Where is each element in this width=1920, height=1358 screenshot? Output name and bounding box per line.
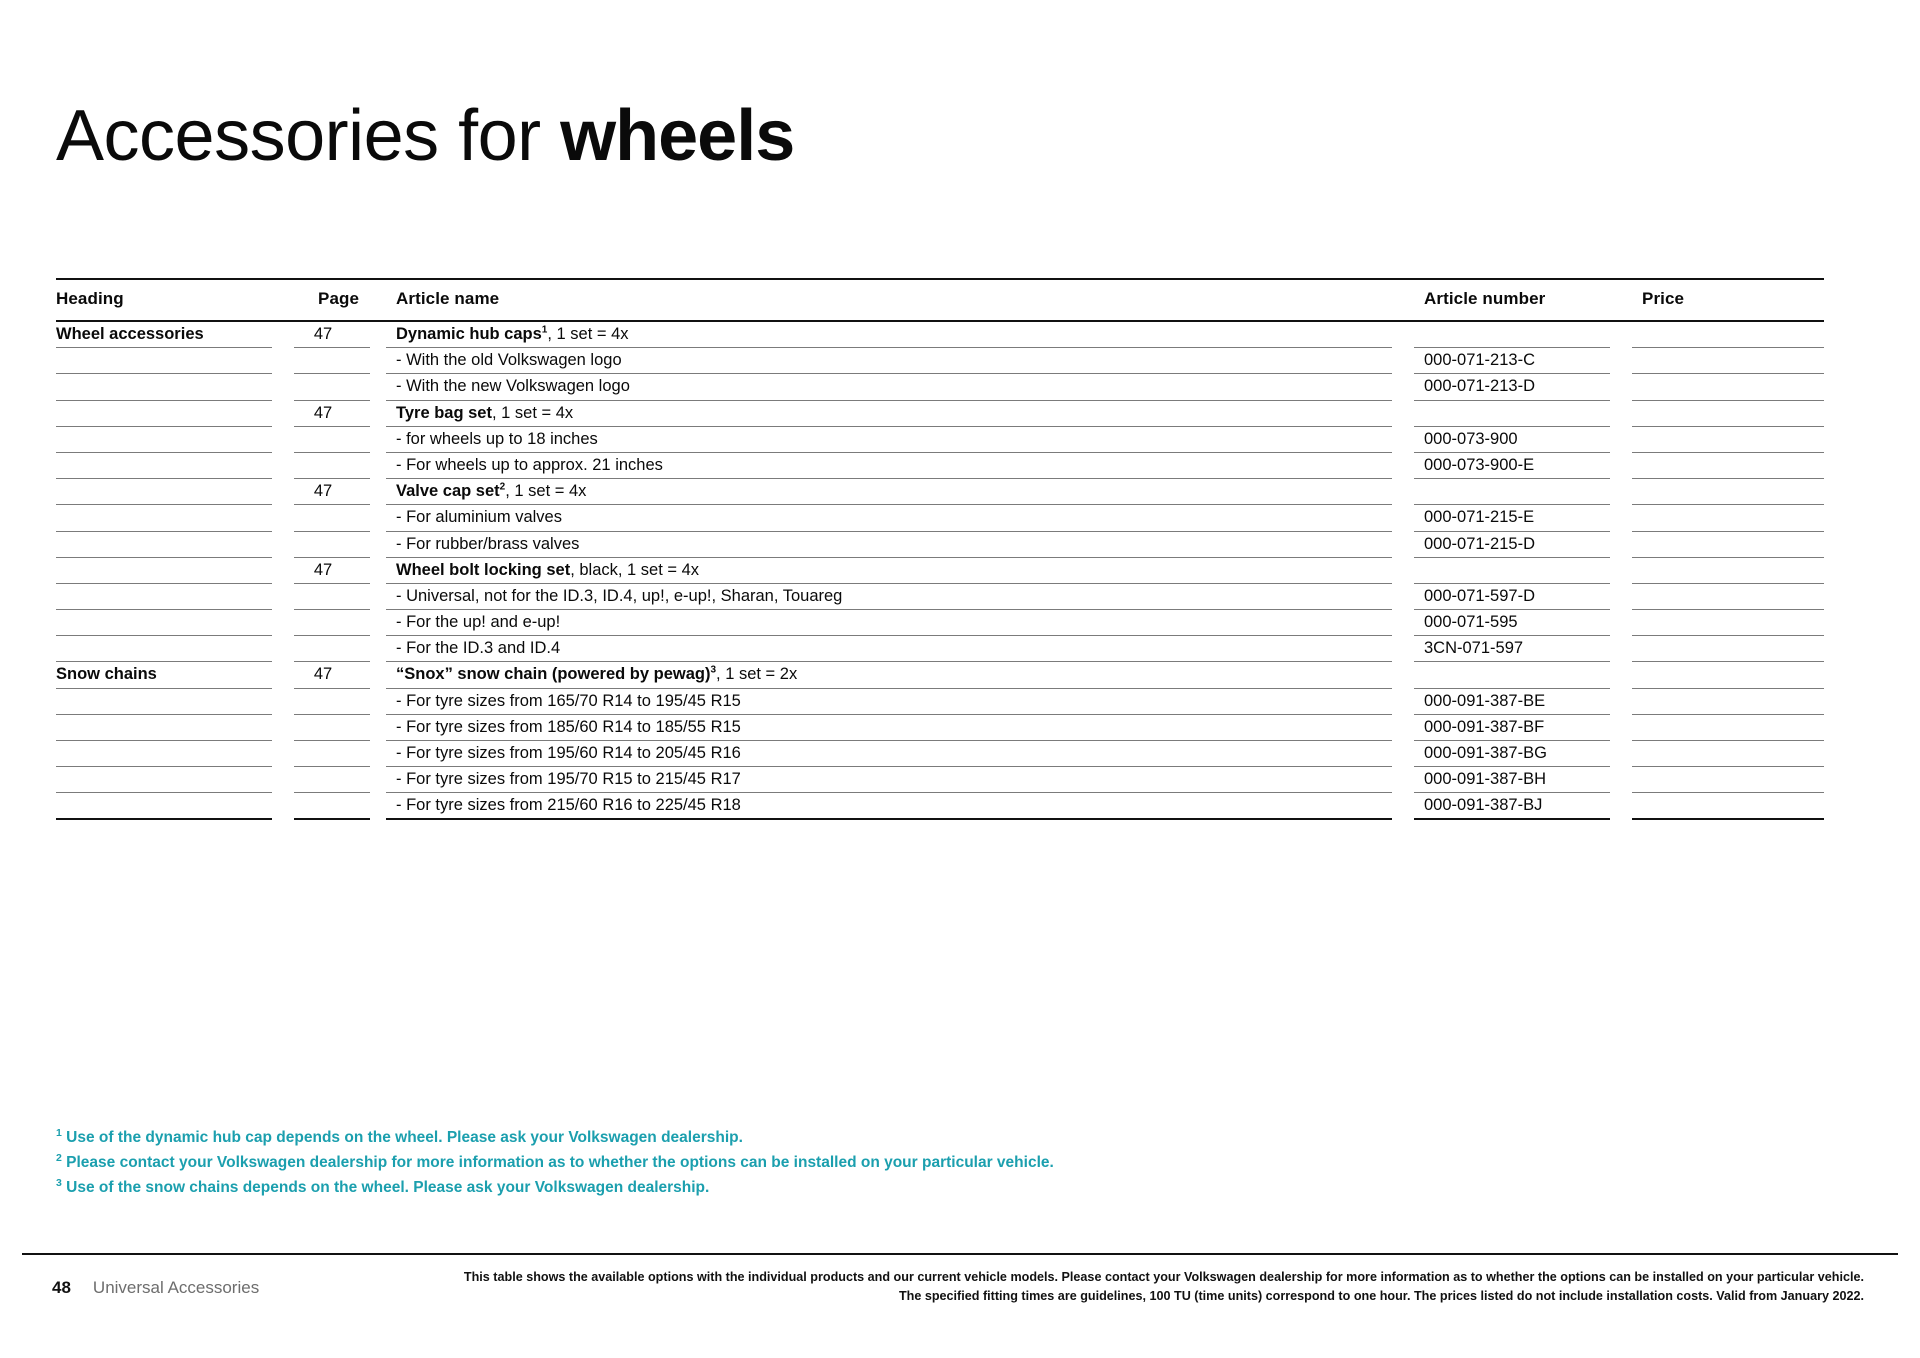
table-row <box>56 532 1824 558</box>
page-text <box>294 532 370 558</box>
cell-article-name <box>386 610 1414 636</box>
footnote-text: Use of the snow chains depends on the wheel. Please ask your Volkswagen dealership. <box>66 1179 710 1196</box>
article-number-text: 000-071-215-E <box>1414 505 1610 531</box>
cell-article-name <box>386 793 1414 820</box>
cell-price <box>1632 401 1824 427</box>
table-row <box>56 453 1824 479</box>
cell-price <box>1632 715 1824 741</box>
price-text <box>1632 689 1824 715</box>
article-name-text <box>386 584 1392 610</box>
footnote-text: Use of the dynamic hub cap depends on the wheel. Please ask your Volkswagen dealership. <box>66 1129 743 1146</box>
cell-article-name <box>386 715 1414 741</box>
cell-heading <box>56 401 294 427</box>
page-text <box>294 767 370 793</box>
article-name-text <box>386 636 1392 662</box>
cell-page <box>294 505 386 531</box>
cell-page <box>294 636 386 662</box>
article-footnote-marker: 2 <box>499 481 506 493</box>
page-text <box>294 348 370 374</box>
cell-page <box>294 793 386 820</box>
price-text <box>1632 584 1824 610</box>
cell-article-number <box>1414 401 1632 427</box>
cell-page <box>294 767 386 793</box>
cell-page <box>294 453 386 479</box>
accessories-table-container <box>56 278 1824 820</box>
heading-text: Wheel accessories <box>56 322 272 348</box>
price-text <box>1632 610 1824 636</box>
cell-article-name <box>386 453 1414 479</box>
footnote <box>56 1175 1556 1200</box>
table-row <box>56 374 1824 400</box>
price-text <box>1632 374 1824 400</box>
article-name-rest: - For the ID.3 and ID.4 <box>396 639 561 658</box>
article-name-text <box>386 374 1392 400</box>
cell-price <box>1632 532 1824 558</box>
article-number-text: 000-071-595 <box>1414 610 1610 636</box>
article-number-text <box>1414 479 1610 505</box>
article-number-text: 000-091-387-BJ <box>1414 793 1610 820</box>
heading-text <box>56 610 272 636</box>
cell-article-name <box>386 558 1414 584</box>
column-header-article-name: Article name <box>386 279 1414 321</box>
table-row <box>56 610 1824 636</box>
heading-text: Snow chains <box>56 662 272 688</box>
page-text <box>294 793 370 820</box>
cell-heading <box>56 793 294 820</box>
article-number-text: 000-091-387-BF <box>1414 715 1610 741</box>
article-number-text: 000-073-900-E <box>1414 453 1610 479</box>
article-name-rest: - For tyre sizes from 165/70 R14 to 195/45 R15 <box>396 691 741 710</box>
article-name-text <box>386 610 1392 636</box>
cell-heading <box>56 505 294 531</box>
price-text <box>1632 479 1824 505</box>
cell-article-name <box>386 479 1414 505</box>
table-row <box>56 321 1824 348</box>
cell-article-number <box>1414 741 1632 767</box>
column-header-heading: Heading <box>56 279 294 321</box>
article-number-text <box>1414 322 1610 348</box>
cell-page <box>294 741 386 767</box>
page-text: 47 <box>294 558 370 584</box>
cell-page <box>294 532 386 558</box>
heading-text <box>56 348 272 374</box>
cell-price <box>1632 689 1824 715</box>
footer-left <box>52 1278 259 1298</box>
heading-text <box>56 793 272 820</box>
footnote-marker: 1 <box>56 1126 62 1139</box>
footnotes-block <box>56 1125 1556 1200</box>
page-text <box>294 374 370 400</box>
article-name-rest: - Universal, not for the ID.3, ID.4, up!, e-up!, Sharan, Touareg <box>396 586 843 605</box>
cell-heading <box>56 584 294 610</box>
price-text <box>1632 662 1824 688</box>
price-text <box>1632 427 1824 453</box>
article-number-text: 000-071-597-D <box>1414 584 1610 610</box>
cell-price <box>1632 767 1824 793</box>
article-footnote-marker: 3 <box>710 664 717 676</box>
cell-article-name <box>386 321 1414 348</box>
cell-price <box>1632 427 1824 453</box>
article-name-rest: - for wheels up to 18 inches <box>396 429 598 448</box>
page-title-light: Accessories for <box>56 96 561 177</box>
cell-article-name <box>386 636 1414 662</box>
footer-disclaimer <box>434 1268 1864 1306</box>
heading-text <box>56 715 272 741</box>
heading-text <box>56 584 272 610</box>
cell-article-name <box>386 532 1414 558</box>
heading-text <box>56 374 272 400</box>
cell-heading <box>56 374 294 400</box>
cell-price <box>1632 374 1824 400</box>
footnote <box>56 1150 1556 1175</box>
price-text <box>1632 715 1824 741</box>
cell-heading <box>56 558 294 584</box>
article-name-rest: - For tyre sizes from 195/60 R14 to 205/45 R16 <box>396 744 741 762</box>
article-name-text <box>386 427 1392 453</box>
article-name-text <box>386 767 1392 793</box>
article-name-text <box>386 401 1392 427</box>
cell-page <box>294 427 386 453</box>
column-header-price: Price <box>1632 279 1824 321</box>
article-name-text <box>386 348 1392 374</box>
article-name-text <box>386 558 1392 584</box>
article-number-text: 000-071-215-D <box>1414 532 1610 558</box>
cell-price <box>1632 793 1824 820</box>
cell-article-number <box>1414 374 1632 400</box>
column-header-article-number: Article number <box>1414 279 1632 321</box>
cell-price <box>1632 453 1824 479</box>
table-row <box>56 427 1824 453</box>
cell-heading <box>56 767 294 793</box>
article-name-text <box>386 322 1392 348</box>
cell-heading <box>56 662 294 688</box>
price-text <box>1632 453 1824 479</box>
cell-price <box>1632 348 1824 374</box>
cell-price <box>1632 558 1824 584</box>
price-text <box>1632 741 1824 767</box>
cell-heading <box>56 610 294 636</box>
footnote <box>56 1125 1556 1150</box>
article-number-text: 000-091-387-BE <box>1414 689 1610 715</box>
cell-article-name <box>386 401 1414 427</box>
page-text <box>294 427 370 453</box>
cell-article-number <box>1414 715 1632 741</box>
price-text <box>1632 532 1824 558</box>
cell-page <box>294 401 386 427</box>
page-text: 47 <box>294 322 370 348</box>
heading-text <box>56 505 272 531</box>
article-number-text: 3CN-071-597 <box>1414 636 1610 662</box>
page-text <box>294 636 370 662</box>
table-row <box>56 689 1824 715</box>
cell-heading <box>56 348 294 374</box>
footer-section-name: Universal Accessories <box>92 1278 260 1297</box>
article-name-rest: - For rubber/brass valves <box>396 534 580 553</box>
page-title-bold: wheels <box>560 96 795 177</box>
price-text <box>1632 348 1824 374</box>
page-text <box>294 715 370 741</box>
article-name-text <box>386 741 1392 767</box>
footer-divider <box>22 1253 1898 1255</box>
cell-heading <box>56 453 294 479</box>
cell-price <box>1632 479 1824 505</box>
cell-article-number <box>1414 610 1632 636</box>
heading-text <box>56 636 272 662</box>
cell-article-number <box>1414 321 1632 348</box>
heading-text <box>56 401 272 427</box>
cell-heading <box>56 427 294 453</box>
table-row <box>56 505 1824 531</box>
price-text <box>1632 401 1824 427</box>
heading-text <box>56 558 272 584</box>
cell-page <box>294 584 386 610</box>
article-name-bold: Dynamic hub caps <box>396 325 542 343</box>
table-row <box>56 558 1824 584</box>
cell-article-number <box>1414 532 1632 558</box>
article-name-bold: Tyre bag set <box>396 403 492 422</box>
cell-heading <box>56 479 294 505</box>
article-name-rest: - For tyre sizes from 185/60 R14 to 185/55 R15 <box>396 717 741 736</box>
price-text <box>1632 636 1824 662</box>
cell-page <box>294 662 386 688</box>
cell-article-name <box>386 662 1414 688</box>
heading-text <box>56 532 272 558</box>
article-name-text <box>386 793 1392 820</box>
article-name-rest: - For tyre sizes from 215/60 R16 to 225/45 R18 <box>396 796 741 815</box>
footer-disclaimer-line-1: This table shows the available options with the individual products and our current vehicle models. Please contact your Volkswagen dealership for more information as to whether the options can be installed on your particular vehicle. <box>463 1270 1864 1284</box>
heading-text <box>56 689 272 715</box>
cell-heading <box>56 321 294 348</box>
cell-page <box>294 689 386 715</box>
article-number-text: 000-071-213-D <box>1414 374 1610 400</box>
article-name-text <box>386 453 1392 479</box>
cell-heading <box>56 636 294 662</box>
article-name-text <box>386 715 1392 741</box>
table-row <box>56 767 1824 793</box>
cell-price <box>1632 321 1824 348</box>
cell-article-name <box>386 767 1414 793</box>
article-name-rest: , black, 1 set = 4x <box>570 560 700 579</box>
cell-page <box>294 479 386 505</box>
cell-heading <box>56 715 294 741</box>
article-name-text <box>386 479 1392 505</box>
heading-text <box>56 741 272 767</box>
table-row <box>56 636 1824 662</box>
cell-article-number <box>1414 453 1632 479</box>
heading-text <box>56 767 272 793</box>
article-footnote-marker: 1 <box>541 324 548 336</box>
table-row <box>56 741 1824 767</box>
article-number-text <box>1414 662 1610 688</box>
cell-page <box>294 610 386 636</box>
price-text <box>1632 767 1824 793</box>
page-text <box>294 584 370 610</box>
column-header-page: Page <box>294 279 386 321</box>
accessories-table <box>56 278 1824 820</box>
cell-price <box>1632 741 1824 767</box>
heading-text <box>56 479 272 505</box>
cell-article-name <box>386 374 1414 400</box>
footnote-text: Please contact your Volkswagen dealership for more information as to whether the options can be installed on your particular vehicle. <box>66 1154 1054 1171</box>
article-number-text: 000-091-387-BG <box>1414 741 1610 767</box>
cell-article-number <box>1414 636 1632 662</box>
cell-price <box>1632 610 1824 636</box>
price-text <box>1632 322 1824 348</box>
price-text <box>1632 793 1824 820</box>
table-row <box>56 348 1824 374</box>
page-text: 47 <box>294 479 370 505</box>
article-name-bold: Valve cap set <box>396 482 500 501</box>
article-number-text <box>1414 401 1610 427</box>
cell-article-number <box>1414 689 1632 715</box>
cell-page <box>294 558 386 584</box>
table-body <box>56 321 1824 820</box>
cell-article-name <box>386 584 1414 610</box>
cell-article-number <box>1414 767 1632 793</box>
cell-article-number <box>1414 662 1632 688</box>
cell-article-number <box>1414 427 1632 453</box>
article-name-rest: , 1 set = 4x <box>505 482 587 501</box>
article-name-text <box>386 505 1392 531</box>
cell-article-name <box>386 348 1414 374</box>
table-row <box>56 584 1824 610</box>
cell-article-name <box>386 689 1414 715</box>
cell-heading <box>56 532 294 558</box>
cell-heading <box>56 689 294 715</box>
cell-page <box>294 348 386 374</box>
article-name-rest: , 1 set = 2x <box>716 665 798 684</box>
page-text <box>294 505 370 531</box>
footnote-marker: 2 <box>56 1151 62 1164</box>
article-name-text <box>386 689 1392 715</box>
article-name-rest: , 1 set = 4x <box>491 403 574 422</box>
table-row <box>56 401 1824 427</box>
page-title <box>56 96 795 177</box>
cell-price <box>1632 505 1824 531</box>
footnote-marker: 3 <box>56 1176 62 1189</box>
table-header-row <box>56 279 1824 321</box>
cell-price <box>1632 662 1824 688</box>
cell-article-number <box>1414 505 1632 531</box>
article-name-bold: Wheel bolt locking set <box>396 560 571 579</box>
article-number-text: 000-091-387-BH <box>1414 767 1610 793</box>
cell-heading <box>56 741 294 767</box>
article-name-rest: - For aluminium valves <box>396 508 562 527</box>
footer-disclaimer-line-2: The specified fitting times are guidelines, 100 TU (time units) correspond to one hour. The prices listed do not include installation costs. Valid from January 2022. <box>898 1289 1864 1303</box>
table-row <box>56 715 1824 741</box>
cell-article-number <box>1414 558 1632 584</box>
article-name-rest: - With the new Volkswagen logo <box>396 377 630 396</box>
page-text <box>294 741 370 767</box>
cell-article-name <box>386 741 1414 767</box>
heading-text <box>56 427 272 453</box>
article-number-text: 000-073-900 <box>1414 427 1610 453</box>
cell-article-number <box>1414 479 1632 505</box>
cell-article-number <box>1414 584 1632 610</box>
cell-price <box>1632 584 1824 610</box>
table-row <box>56 793 1824 820</box>
footer-page-number: 48 <box>52 1278 71 1297</box>
cell-page <box>294 715 386 741</box>
article-name-text <box>386 662 1392 688</box>
cell-page <box>294 374 386 400</box>
article-number-text: 000-071-213-C <box>1414 348 1610 374</box>
page-text: 47 <box>294 401 370 427</box>
heading-text <box>56 453 272 479</box>
cell-article-name <box>386 427 1414 453</box>
article-name-text <box>386 532 1392 558</box>
page-text <box>294 453 370 479</box>
page-text <box>294 689 370 715</box>
price-text <box>1632 558 1824 584</box>
price-text <box>1632 505 1824 531</box>
cell-price <box>1632 636 1824 662</box>
article-number-text <box>1414 558 1610 584</box>
cell-article-name <box>386 505 1414 531</box>
table-row <box>56 479 1824 505</box>
article-name-rest: , 1 set = 4x <box>547 325 629 343</box>
article-name-rest: - For wheels up to approx. 21 inches <box>396 455 663 474</box>
table-row <box>56 662 1824 688</box>
article-name-rest: - For the up! and e-up! <box>396 613 561 632</box>
page-text <box>294 610 370 636</box>
page-text: 47 <box>294 662 370 688</box>
cell-article-number <box>1414 793 1632 820</box>
cell-page <box>294 321 386 348</box>
article-name-rest: - With the old Volkswagen logo <box>396 351 622 370</box>
article-name-rest: - For tyre sizes from 195/70 R15 to 215/45 R17 <box>396 770 741 789</box>
article-name-bold: “Snox” snow chain (powered by pewag) <box>396 665 711 684</box>
table-header <box>56 279 1824 321</box>
cell-article-number <box>1414 348 1632 374</box>
